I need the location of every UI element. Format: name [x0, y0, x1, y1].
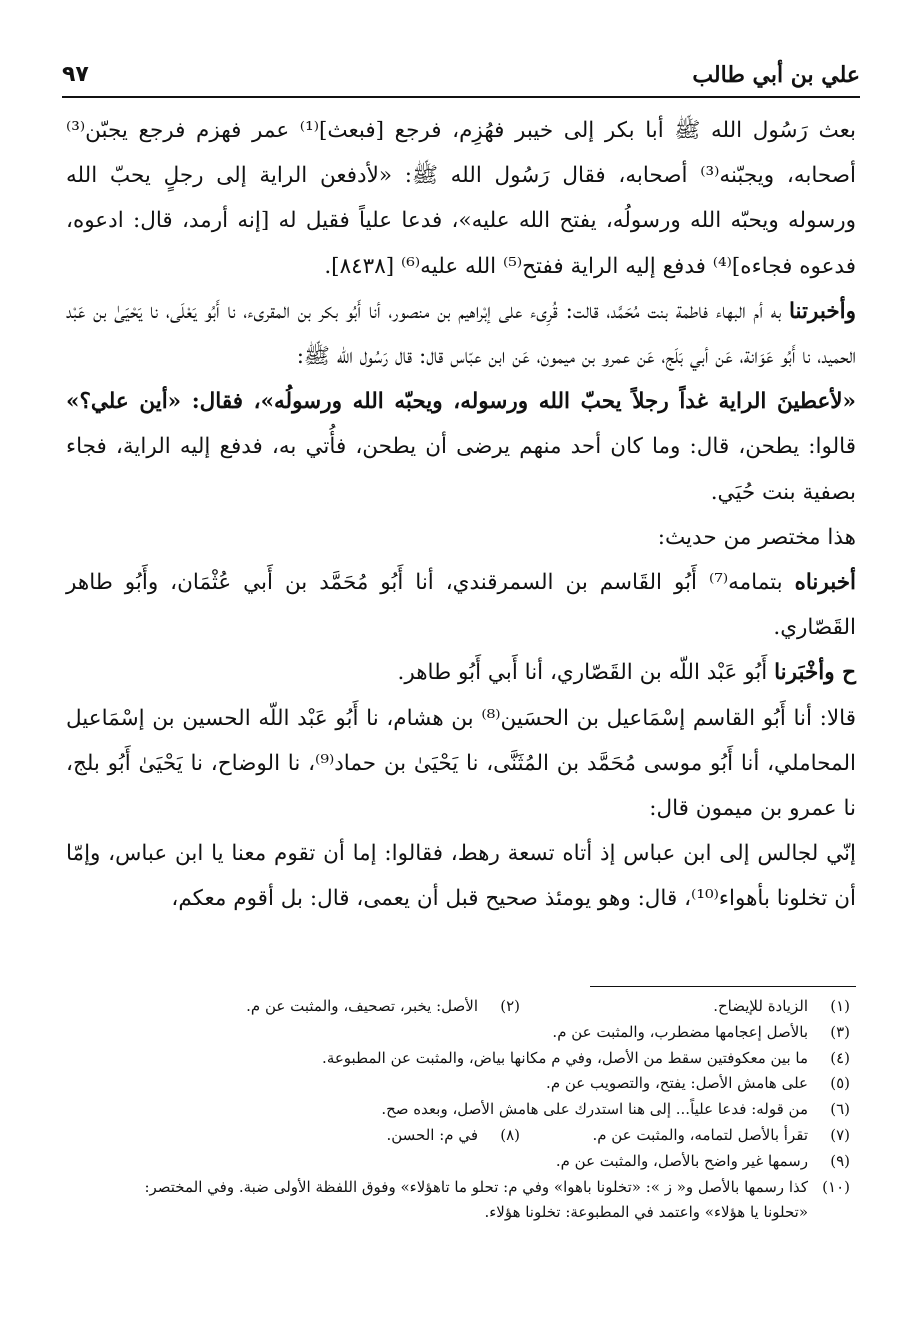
footnote-10	[70, 1175, 850, 1201]
footnote-4	[70, 1046, 850, 1072]
paragraph-3-text: قالوا: يطحن، قال: وما كان أحد منهم يرضى أن يطحن، فأُتي به، فدفع إليه الراية، فجاء بصفية بنت حُيَي.	[66, 434, 856, 505]
footnote-number: (٨)	[500, 1125, 520, 1144]
footnote-number: (٧)	[830, 1125, 850, 1144]
paragraph-3	[66, 379, 856, 515]
footnote-text: الزيادة للإيضاح.	[713, 997, 808, 1015]
footnote-number: (١٠)	[822, 1177, 850, 1196]
footnote-7	[520, 1123, 850, 1149]
footnote-text: على هامش الأصل: يفتح، والتصويب عن م.	[546, 1074, 808, 1093]
footnote-8	[190, 1123, 520, 1149]
footnote-text: في م: الحسن.	[386, 1125, 478, 1144]
paragraph-1: بعث رَسُول الله ﷺ أبا بكر إلى خيبر فهُزِم، فرجع [فبعث]⁽¹⁾ عمر فهزم فرجع يجبّن⁽³⁾ أصحابه، ويجبّنه⁽³⁾ أصحابه، فقال رَسُول الله ﷺ: «لأدفعن الراية إلى رجلٍ يحبّ الله ورسوله ويحبّه الله ورسولُه، يفتح الله عليه»، فدعا علياً فقيل له [إنه أرمد، قال: ادعوه، فدعوه فجاءه]⁽⁴⁾ فدفع إليه الراية ففتح⁽⁵⁾ الله عليه⁽⁶⁾ [٨٤٣٨].	[66, 118, 856, 279]
footnote-number: (٥)	[830, 1074, 850, 1093]
paragraph-6-lead: ح وأخْبَرنا	[774, 660, 856, 686]
footnote-text: ما بين معكوفتين سقط من الأصل، وفي م مكانها بياض، والمثبت عن المطبوعة.	[322, 1048, 808, 1067]
footnote-10-continuation: «تحلونا يا هؤلاء» واعتمد في المطبوعة: تخلونا هؤلاء.	[484, 1203, 808, 1222]
footnote-number: (١)	[830, 997, 850, 1015]
footnote-text: الأصل: يخبر، تصحيف، والمثبت عن م.	[246, 997, 478, 1015]
footnote-row	[70, 994, 850, 1020]
footnote-number: (٦)	[830, 1100, 850, 1119]
footnote-number: (٣)	[830, 1022, 850, 1041]
footnote-9	[70, 1149, 850, 1175]
paragraph-8-text: قال: وهو يومئذ صحيح قبل أن يعمى، قال: بل أقوم معكم،	[171, 886, 685, 912]
paragraph-7: قالا: أنا أَبُو القاسم إسْمَاعيل بن الحسَين⁽⁸⁾ بن هشام، نا أَبُو عَبْد اللّه الحسين بن إسْمَاعيل المحاملي، أنا أَبُو موسى مُحَمَّد بن المُثَنَّى، نا يَحْيَىٰ بن حماد⁽⁹⁾، نا الوضاح، نا يَحْيَىٰ أَبُو بلج، نا عمرو بن ميمون قال:	[66, 705, 856, 822]
paragraph-2-lead: وأخبرتنا	[788, 298, 856, 324]
paragraph-2-text: به أم البهاء فاطمة بنت مُحَمَّد، قالت: قُرِىء على إبْراهيم بن منصور، أنا أَبُو بكر بن المقرىء، نا أَبُو يَعْلَى، نا يَحْيَىٰ بن عَبْد الحميد، نا أَبُو عَوَانة، عَن أبي بَلَج، عَن عمرو بن ميمون، عَن ابن عبّاس قال: قال رَسُول الله ﷺ:	[66, 298, 856, 370]
footnote-row	[70, 1123, 850, 1149]
paragraph-8-lead: إنّي لجالس إلى ابن عباس إذ أتاه تسعة رهط، فقالوا: إما أن تقوم معنا يا ابن عباس، وإمّا أن تخلونا بأهواء⁽¹⁰⁾،	[66, 841, 856, 912]
paragraph-4: هذا مختصر من حديث:	[657, 524, 856, 550]
footnote-text: تقرأ بالأصل لتمامه، والمثبت عن م.	[592, 1125, 808, 1144]
paragraph-5-lead: أخبرناه	[794, 570, 856, 596]
main-text	[66, 108, 856, 922]
footnote-number: (٢)	[500, 997, 520, 1015]
footnote-text: رسمها غير واضح بالأصل، والمثبت عن م.	[555, 1151, 808, 1170]
footnote-5	[70, 1071, 850, 1097]
paragraph-6-text: أَبُو عَبْد اللّه بن القَصّاري، أنا أَبي أَبُو طاهر.	[397, 660, 775, 686]
footnote-number: (٩)	[830, 1151, 850, 1170]
footnote-3	[70, 1020, 850, 1046]
footnote-text: كذا رسمها بالأصل و« ز »: «تخلونا باهوا» وفي م: تحلو ما تاهؤلاء» وفوق اللفظة الأولى ضبة. وفي المختصر:	[144, 1177, 808, 1196]
paragraph-8	[66, 831, 856, 921]
footnote-1	[520, 994, 850, 1020]
hadith-quote: «لأعطينَ الراية غداً رجلاً يحبّ الله ورسوله، ويحبّه الله ورسولُه»، فقال: «أين علي؟»	[66, 389, 856, 415]
footnote-text: بالأصل إعجامها مضطرب، والمثبت عن م.	[552, 1022, 808, 1041]
running-title: علي بن أبي طالب	[692, 62, 860, 88]
page-header	[62, 56, 860, 98]
footnote-text: من قوله: فدعا علياً... إلى هنا استدرك على هامش الأصل، وبعده صح.	[381, 1100, 808, 1119]
paragraph-6	[66, 650, 856, 695]
paragraph-5	[66, 560, 856, 650]
footnotes	[70, 994, 850, 1226]
page-number: ٩٧	[62, 62, 89, 87]
footnote-divider	[590, 986, 856, 987]
paragraph-2	[66, 289, 856, 379]
footnote-2	[190, 994, 520, 1020]
footnote-number: (٤)	[830, 1048, 850, 1067]
footnote-6	[70, 1097, 850, 1123]
paragraph-5-text: بتمامه⁽⁷⁾ أَبُو القَاسم بن السمرقندي، أنا أَبُو مُحَمَّد بن أَبي عُثْمَان، وأَبُو طاهر القَصّاري.	[66, 570, 856, 641]
